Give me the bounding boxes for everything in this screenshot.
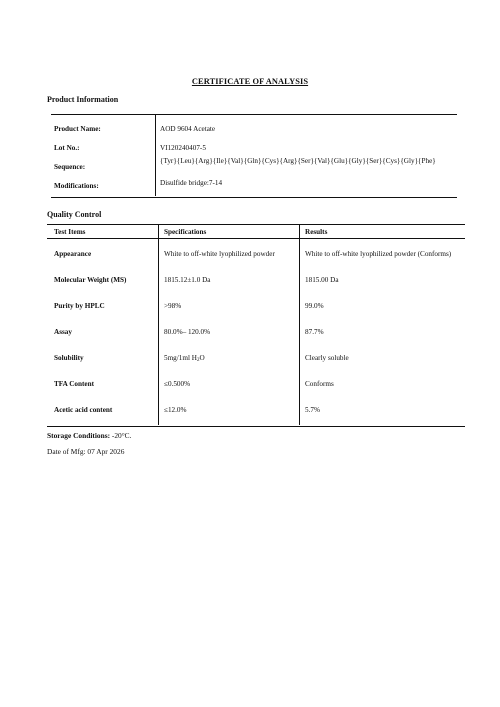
product-information-table: [51, 114, 457, 198]
test-item: Solubility: [54, 354, 84, 362]
header-divider: [47, 238, 465, 239]
quality-control-table: [47, 224, 465, 427]
column-divider: [155, 115, 156, 196]
storage-label: Storage Conditions:: [47, 431, 111, 440]
modifications-label: Modifications:: [54, 182, 99, 190]
product-information-heading: Product Information: [47, 95, 119, 104]
result: 1815.00 Da: [305, 276, 339, 284]
product-name-label: Product Name:: [54, 125, 101, 133]
specification: 80.0%– 120.0%: [164, 328, 211, 336]
specification: ≤0.500%: [164, 380, 191, 388]
test-item: Purity by HPLC: [54, 302, 105, 310]
result: White to off-white lyophilized powder (Conforms): [305, 250, 452, 258]
product-name-value: AOD 9604 Acetate: [160, 125, 216, 133]
modifications-value: Disulfide bridge:7-14: [160, 179, 223, 187]
specification: >98%: [164, 302, 182, 310]
header-test-items: Test Items: [54, 228, 86, 236]
storage-value: -20°C.: [110, 431, 132, 440]
page-title: CERTIFICATE OF ANALYSIS: [191, 77, 309, 86]
storage-conditions: [47, 431, 131, 440]
spec-suffix: O: [199, 354, 205, 362]
spec-subscript: 2: [196, 358, 200, 363]
result: 87.7%: [305, 328, 324, 336]
test-item: Appearance: [54, 250, 92, 258]
lot-number-label: Lot No.:: [54, 144, 80, 152]
specification: White to off-white lyophilized powder: [164, 250, 275, 258]
column-divider: [299, 225, 300, 425]
spec-prefix: 5mg/1ml H: [164, 354, 197, 362]
lot-number-value: VI120240407-5: [160, 144, 206, 152]
test-item: Molecular Weight (MS): [54, 276, 127, 284]
specification: [164, 354, 205, 363]
header-results: Results: [305, 228, 328, 236]
test-item: Assay: [54, 328, 72, 336]
test-item: Acetic acid content: [54, 406, 113, 414]
result: Conforms: [305, 380, 334, 388]
column-divider: [158, 225, 159, 425]
date-of-manufacture: Date of Mfg: 07 Apr 2026: [47, 447, 125, 456]
sequence-label: Sequence:: [54, 163, 86, 171]
result: 5.7%: [305, 406, 320, 414]
quality-control-heading: Quality Control: [47, 210, 102, 219]
result: Clearly soluble: [305, 354, 349, 362]
result: 99.0%: [305, 302, 324, 310]
specification: ≤12.0%: [164, 406, 187, 414]
sequence-value: {Tyr}{Leu}{Arg}{Ile}{Val}{Gln}{Cys}{Arg}{Ser}{Val}{Glu}{Gly}{Ser}{Cys}{Gly}{Phe}: [160, 157, 436, 165]
specification: 1815.12±1.0 Da: [164, 276, 211, 284]
header-specifications: Specifications: [164, 228, 207, 236]
test-item: TFA Content: [54, 380, 94, 388]
